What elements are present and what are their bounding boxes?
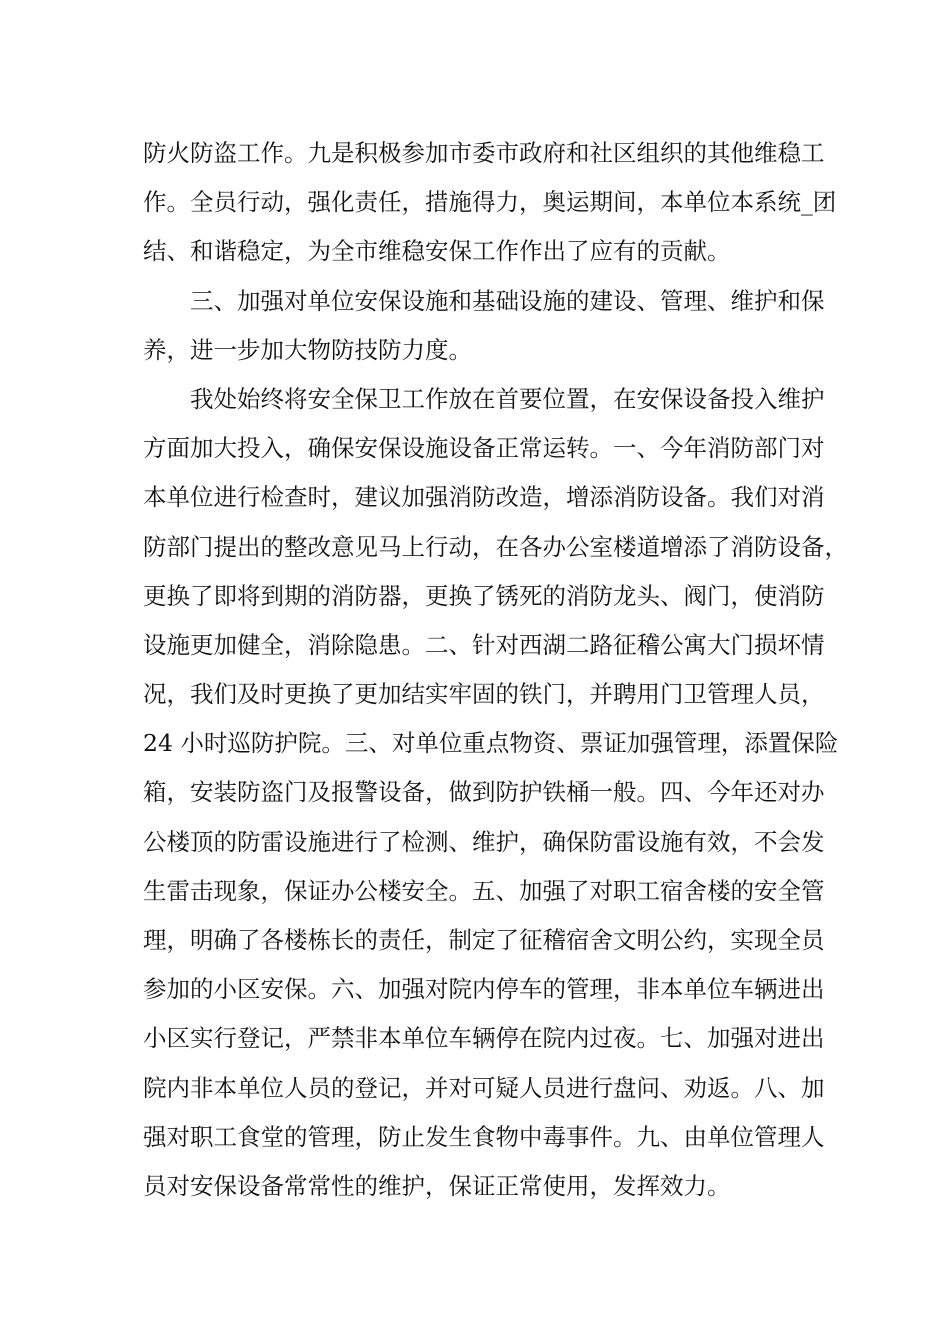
text-line: 公楼顶的防雷设施进行了检测、维护，确保防雷设施有效，不会发 [143,827,825,856]
text-line: 24 小时巡防护院。三、对单位重点物资、票证加强管理，添置保险 [143,729,839,758]
document-body [143,129,848,1211]
text-line: 防火防盗工作。九是积极参加市委市政府和社区组织的其他维稳工 [143,139,825,167]
text-line: 养，进一步加大物防技防力度。 [143,335,472,364]
text-line: 结、和谐稳定，为全市维稳安保工作作出了应有的贡献。 [143,237,731,266]
text-line: 理，明确了各楼栋长的责任，制定了征稽宿舍文明公约，实现全员 [143,926,825,954]
text-line: 我处始终将安全保卫工作放在首要位置，在安保设备投入维护 [190,384,825,413]
text-line: 作。全员行动，强化责任，措施得力，奥运期间，本单位本系统_团 [143,188,837,217]
paragraph-2 [143,277,825,375]
text-line: 箱，安装防盗门及报警设备，做到防护铁桶一般。四、今年还对办 [143,778,825,807]
text-line: 强对职工食堂的管理，防止发生食物中毒事件。九、由单位管理人 [143,1122,825,1151]
text-line: 方面加大投入，确保安保设施设备正常运转。一、今年消防部门对 [143,434,825,463]
text-line: 三、加强对单位安保设施和基础设施的建设、管理、维护和保 [190,286,825,315]
text-line: 小区实行登记，严禁非本单位车辆停在院内过夜。七、加强对进出 [143,1024,825,1053]
text-line: 参加的小区安保。六、加强对院内停车的管理，非本单位车辆进出 [143,975,825,1004]
text-line: 设施更加健全，消除隐患。二、针对西湖二路征稽公寓大门损坏情 [143,630,825,659]
text-line: 本单位进行检查时，建议加强消防改造，增添消防设备。我们对消 [143,483,825,512]
text-line: 员对安保设备常常性的维护，保证正常使用，发挥效力。 [143,1171,731,1200]
text-line: 更换了即将到期的消防器，更换了锈死的消防龙头、阀门，使消防 [143,581,825,610]
text-line: 院内非本单位人员的登记，并对可疑人员进行盘问、劝返。八、加 [143,1073,825,1102]
paragraph-3 [143,375,848,1211]
paragraph-1 [143,129,837,277]
text-line: 况，我们及时更换了更加结实牢固的铁门，并聘用门卫管理人员， [143,680,825,709]
text-line: 生雷击现象，保证办公楼安全。五、加强了对职工宿舍楼的安全管 [143,876,825,905]
text-line: 防部门提出的整改意见马上行动，在各办公室楼道增添了消防设备， [143,532,848,561]
